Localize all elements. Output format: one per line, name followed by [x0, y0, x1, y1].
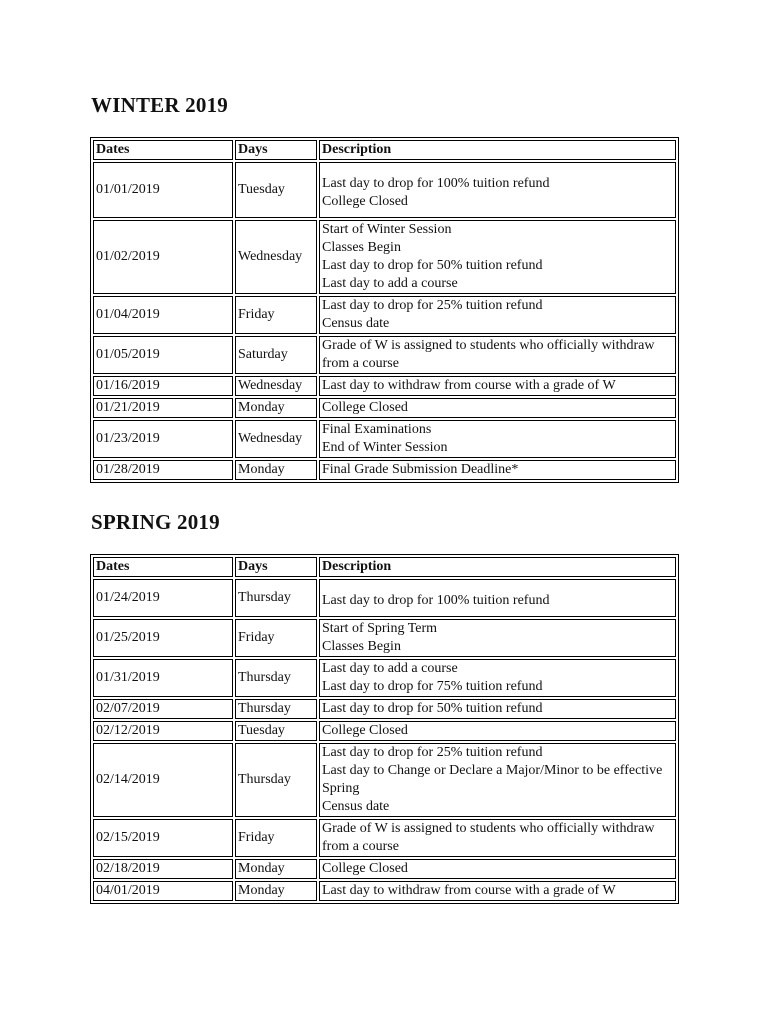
description-line: College Closed	[322, 400, 408, 415]
description-cell	[319, 721, 676, 741]
description-line: Last day to Change or Declare a Major/Minor to be effective Spring	[322, 763, 663, 796]
description-line: Last day to withdraw from course with a grade of W	[322, 378, 616, 393]
table-row	[93, 699, 676, 719]
description-cell	[319, 819, 676, 857]
description-line: Grade of W is assigned to students who officially withdraw from a course	[322, 821, 655, 854]
date-cell: 01/25/2019	[93, 619, 233, 657]
day-cell: Thursday	[235, 743, 317, 817]
date-cell: 02/18/2019	[93, 859, 233, 879]
day-cell: Monday	[235, 859, 317, 879]
date-cell: 01/16/2019	[93, 376, 233, 396]
table-row	[93, 619, 676, 657]
table-row	[93, 881, 676, 901]
day-cell: Thursday	[235, 579, 317, 617]
days-column-header: Days	[235, 140, 317, 160]
description-cell	[319, 460, 676, 480]
table-row	[93, 743, 676, 817]
day-cell: Tuesday	[235, 162, 317, 218]
description-line: End of Winter Session	[322, 440, 448, 455]
description-cell	[319, 579, 676, 617]
day-cell: Saturday	[235, 336, 317, 374]
description-line: Last day to drop for 50% tuition refund	[322, 258, 543, 273]
day-cell: Thursday	[235, 699, 317, 719]
table-row	[93, 220, 676, 294]
day-cell: Wednesday	[235, 420, 317, 458]
day-cell: Wednesday	[235, 220, 317, 294]
days-column-header: Days	[235, 557, 317, 577]
description-line: Final Examinations	[322, 422, 432, 437]
table-row	[93, 376, 676, 396]
date-cell: 01/24/2019	[93, 579, 233, 617]
date-cell: 02/07/2019	[93, 699, 233, 719]
date-cell: 01/21/2019	[93, 398, 233, 418]
description-line: Last day to drop for 50% tuition refund	[322, 701, 543, 716]
table-row	[93, 460, 676, 480]
spring-2019-heading: SPRING 2019	[91, 510, 220, 534]
day-cell: Friday	[235, 819, 317, 857]
table-header-row	[93, 140, 676, 160]
description-cell	[319, 659, 676, 697]
description-cell	[319, 336, 676, 374]
description-cell	[319, 420, 676, 458]
description-line: Last day to drop for 25% tuition refund	[322, 298, 543, 313]
date-cell: 02/12/2019	[93, 721, 233, 741]
table-row	[93, 398, 676, 418]
description-line: Last day to add a course	[322, 661, 458, 676]
day-cell: Tuesday	[235, 721, 317, 741]
description-line: Census date	[322, 316, 390, 331]
table-row	[93, 721, 676, 741]
description-cell	[319, 743, 676, 817]
date-cell: 02/15/2019	[93, 819, 233, 857]
description-cell	[319, 220, 676, 294]
date-cell: 01/01/2019	[93, 162, 233, 218]
date-cell: 01/02/2019	[93, 220, 233, 294]
description-cell	[319, 699, 676, 719]
description-line: Classes Begin	[322, 639, 401, 654]
description-line: College Closed	[322, 861, 408, 876]
table-header-row	[93, 557, 676, 577]
spring-calendar-table	[90, 554, 679, 904]
day-cell: Wednesday	[235, 376, 317, 396]
table-row	[93, 296, 676, 334]
description-line: Start of Spring Term	[322, 621, 438, 636]
description-line: College Closed	[322, 723, 408, 738]
description-cell	[319, 162, 676, 218]
description-cell	[319, 881, 676, 901]
description-column-header: Description	[319, 557, 676, 577]
date-cell: 01/23/2019	[93, 420, 233, 458]
description-line: Last day to add a course	[322, 276, 458, 291]
description-line: Final Grade Submission Deadline*	[322, 462, 519, 477]
date-cell: 01/04/2019	[93, 296, 233, 334]
description-cell	[319, 398, 676, 418]
table-row	[93, 162, 676, 218]
description-cell	[319, 296, 676, 334]
description-line: Classes Begin	[322, 240, 401, 255]
day-cell: Friday	[235, 296, 317, 334]
description-line: Grade of W is assigned to students who officially withdraw from a course	[322, 338, 655, 371]
description-line: Last day to drop for 25% tuition refund	[322, 745, 543, 760]
day-cell: Thursday	[235, 659, 317, 697]
date-cell: 01/05/2019	[93, 336, 233, 374]
table-row	[93, 819, 676, 857]
description-cell	[319, 859, 676, 879]
table-row	[93, 659, 676, 697]
dates-column-header: Dates	[93, 557, 233, 577]
description-column-header: Description	[319, 140, 676, 160]
description-line: Last day to drop for 75% tuition refund	[322, 679, 543, 694]
dates-column-header: Dates	[93, 140, 233, 160]
day-cell: Monday	[235, 881, 317, 901]
description-line: Last day to drop for 100% tuition refund	[322, 592, 550, 608]
description-line: Last day to drop for 100% tuition refund	[322, 175, 550, 191]
winter-2019-heading: WINTER 2019	[91, 93, 228, 117]
day-cell: Monday	[235, 460, 317, 480]
description-cell	[319, 376, 676, 396]
table-row	[93, 579, 676, 617]
day-cell: Friday	[235, 619, 317, 657]
date-cell: 04/01/2019	[93, 881, 233, 901]
description-cell	[319, 619, 676, 657]
date-cell: 02/14/2019	[93, 743, 233, 817]
date-cell: 01/28/2019	[93, 460, 233, 480]
description-line: Census date	[322, 799, 390, 814]
table-row	[93, 336, 676, 374]
table-row	[93, 420, 676, 458]
winter-rows	[93, 162, 676, 480]
day-cell: Monday	[235, 398, 317, 418]
spring-rows	[93, 579, 676, 901]
description-line: Last day to withdraw from course with a grade of W	[322, 883, 616, 898]
description-line: Start of Winter Session	[322, 222, 452, 237]
description-line: College Closed	[322, 193, 408, 209]
table-row	[93, 859, 676, 879]
winter-calendar-table	[90, 137, 679, 483]
date-cell: 01/31/2019	[93, 659, 233, 697]
